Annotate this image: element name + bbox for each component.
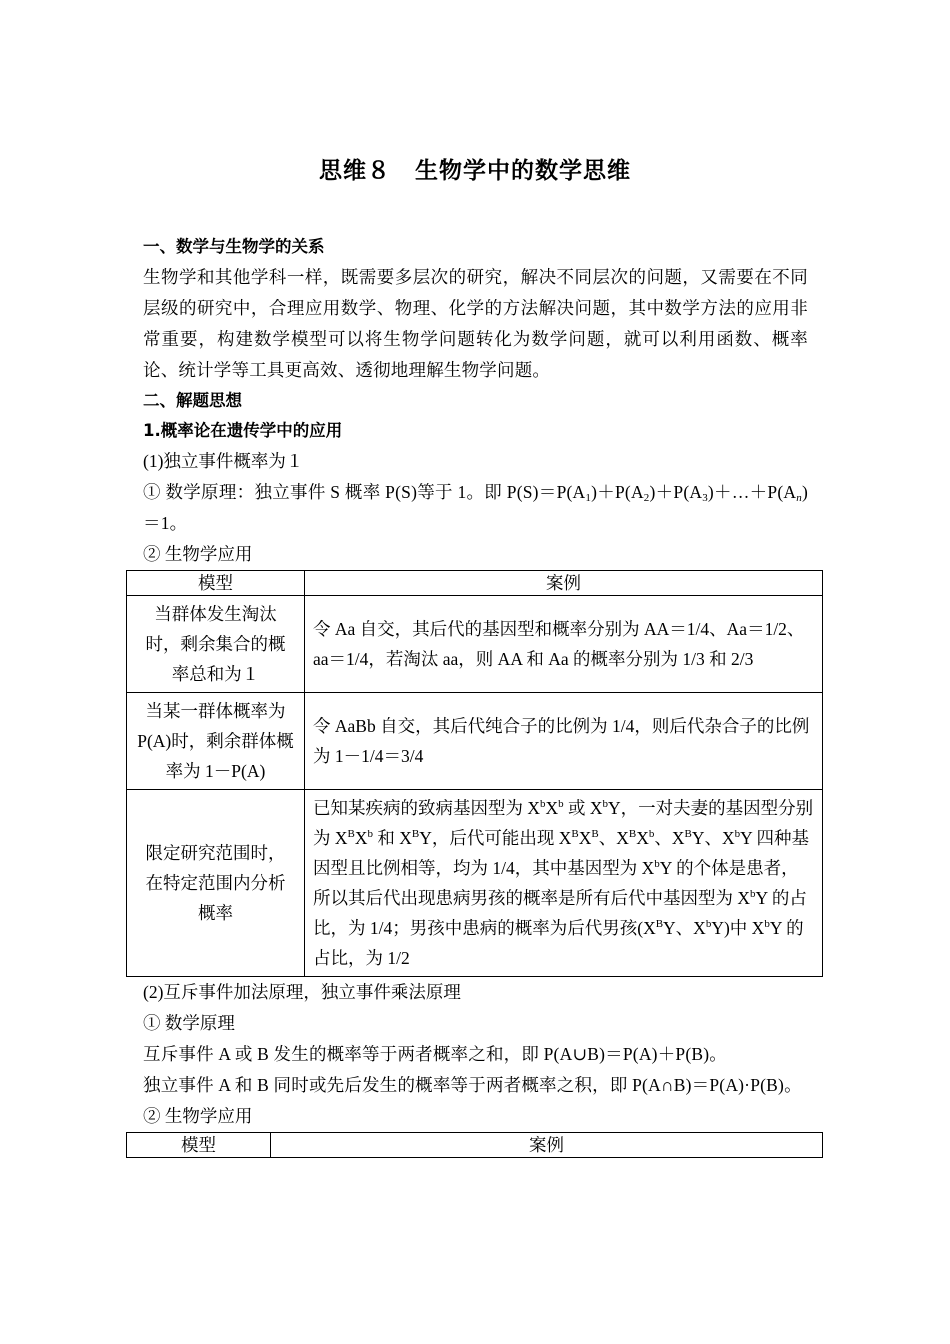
document-body: [137, 232, 814, 1158]
sub1-heading: 1.概率论在遗传学中的应用: [143, 421, 343, 440]
table-row: [127, 790, 823, 977]
part1-math-principle: ① 数学原理：独立事件 S 概率 P(S)等于 1。即 $P(S)=P(A_1)+P(A_2)+P(A_3)+\dots+P(A_n)=1$。: [143, 482, 808, 533]
part2-math-label: ① 数学原理: [143, 1013, 235, 1033]
table1-row2-case: 令 AaBb 自交，其后代纯合子的比例为 1/4，则后代杂合子的比例为 1－1/4＝3/4: [305, 693, 823, 790]
section1-heading: 一、数学与生物学的关系: [143, 237, 325, 256]
part2-bio-label: ② 生物学应用: [143, 1106, 253, 1126]
table1-col-model: 模型: [127, 571, 305, 596]
section2-heading: 二、解题思想: [143, 391, 242, 410]
table-row: [127, 596, 823, 693]
table1: [126, 570, 823, 977]
table1-row3-case: 已知某疾病的致病基因型为 $X^bX^b$ 或 $X^bY$，一对夫妻的基因型分别为 $X^BX^b$ 和 $X^BY$，后代可能出现 $X^BX^B$、$X^BX^b$、$X^BY$、$X^bY$ 四种基因型且比例相等，均为 1/4，其中基因型为 $X^bY$ 的个体是患者，所以其后代出现患病男孩的概率是所有后代中基因型为 $X^bY$ 的占比，为 1/4；男孩中患病的概率为后代男孩($X^BY$、$X^bY$)中 $X^bY$ 的占比，为 1/2: [305, 790, 823, 977]
table1-row2-model: 当某一群体概率为 P(A)时，剩余群体概率为 1－P(A): [127, 693, 305, 790]
part2-mul-principle: 独立事件 A 和 B 同时或先后发生的概率等于两者概率之积，即 P(A∩B)＝P(A)·P(B)。: [143, 1075, 802, 1095]
table1-row1-case: 令 Aa 自交，其后代的基因型和概率分别为 AA＝1/4、Aa＝1/2、aa＝1/4，若淘汰 aa，则 AA 和 Aa 的概率分别为 1/3 和 2/3: [305, 596, 823, 693]
table2-col-model: 模型: [127, 1133, 271, 1158]
table2-col-case: 案例: [271, 1133, 823, 1158]
table-row: [127, 693, 823, 790]
table1-col-case: 案例: [305, 571, 823, 596]
table2: [126, 1132, 823, 1158]
part2-heading: (2)互斥事件加法原理，独立事件乘法原理: [143, 982, 461, 1002]
table1-header: [127, 571, 823, 596]
part1-math-text: 独立事件 S 概率 P(S)等于 1。即 P(S)＝P(A: [254, 482, 586, 502]
part2-add-principle: 互斥事件 A 或 B 发生的概率等于两者概率之和，即 P(A∪B)＝P(A)＋P(B)。: [143, 1044, 727, 1064]
part1-math-label: ① 数学原理：: [143, 482, 255, 502]
section1-paragraph: 生物学和其他学科一样，既需要多层次的研究，解决不同层次的问题，又需要在不同层级的研究中，合理应用数学、物理、化学的方法解决问题，其中数学方法的应用非常重要，构建数学模型可以将生物学问题转化为数学问题，就可以利用函数、概率论、统计学等工具更高效、透彻地理解生物学问题。: [143, 267, 808, 380]
part1-bio-label: ② 生物学应用: [143, 544, 253, 564]
table1-row3-model: 限定研究范围时，在特定范围内分析概率: [127, 790, 305, 977]
table2-header: [127, 1133, 823, 1158]
part1-heading: (1)独立事件概率为１: [143, 451, 304, 471]
table1-row1-model: 当群体发生淘汰时，剩余集合的概率总和为１: [127, 596, 305, 693]
page-title: 思维８ 生物学中的数学思维: [319, 158, 631, 184]
